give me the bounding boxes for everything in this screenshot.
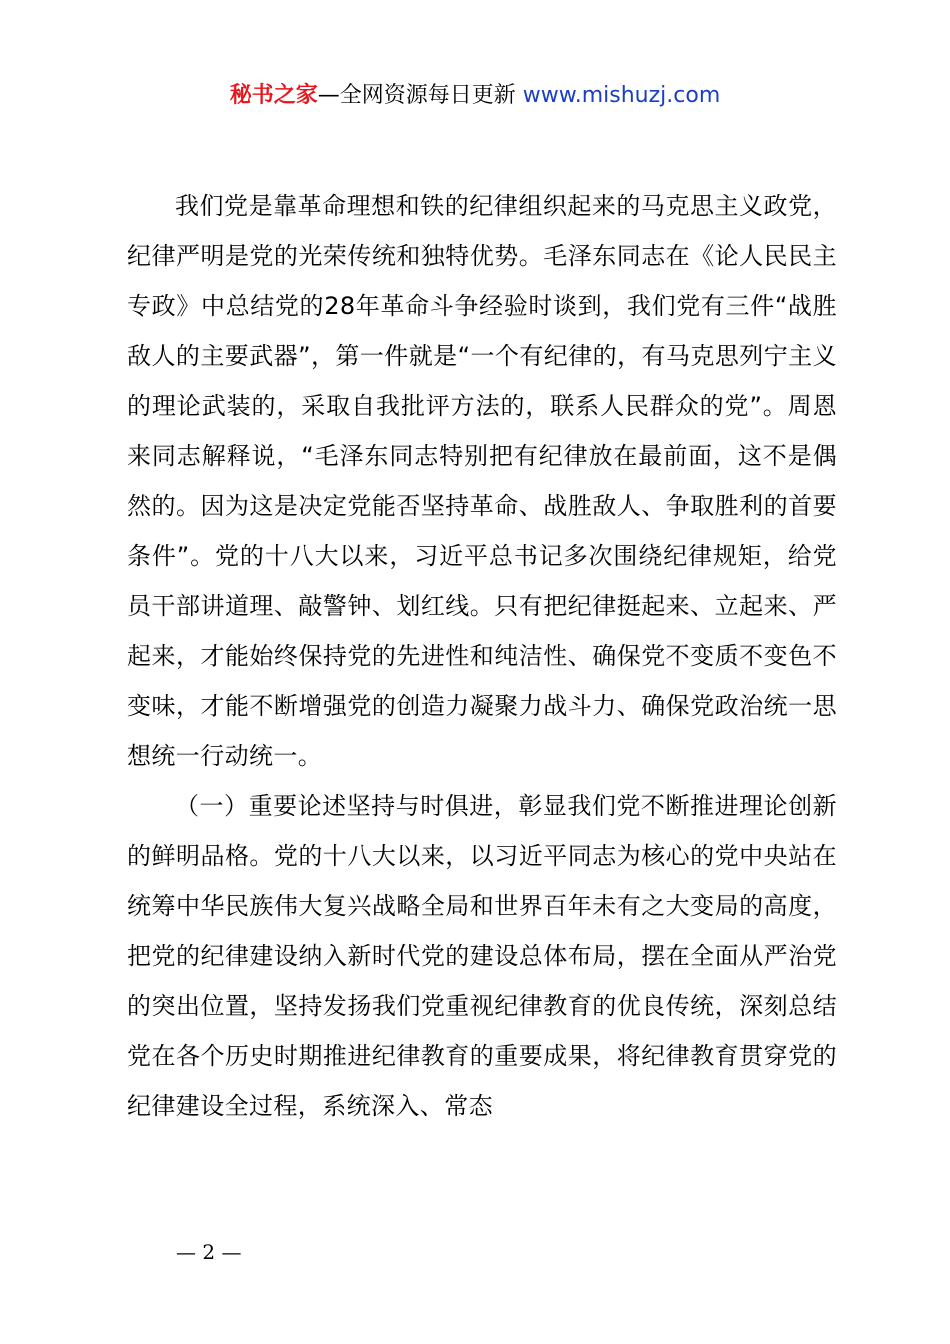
page-number: — 2 — — [176, 1240, 242, 1264]
paragraph-2: （一）重要论述坚持与时俱进，彰显我们党不断推进理论创新的鲜明品格。党的十八大以来，以习近平同志为核心的党中央站在统筹中华民族伟大复兴战略全局和世界百年未有之大变局的高度，把党的纪律建设纳入新时代党的建设总体布局，摆在全面从严治党的突出位置，坚持发扬我们党重视纪律教育的优良传统，深刻总结党在各个历史时期推进纪律教育的重要成果，将纪律教育贯穿党的纪律建设全过程，系统深入、常态 — [127, 792, 837, 1120]
document-body — [127, 181, 837, 1131]
paragraph-1: 我们党是靠革命理想和铁的纪律组织起来的马克思主义政党，纪律严明是党的光荣传统和独特优势。毛泽东同志在《论人民民主专政》中总结党的28年革命斗争经验时谈到，我们党有三件“战胜敌人的主要武器”，第一件就是“一个有纪律的，有马克思列宁主义的理论武装的，采取自我批评方法的，联系人民群众的党”。周恩来同志解释说，“毛泽东同志特别把有纪律放在最前面，这不是偶然的。因为这是决定党能否坚持革命、战胜敌人、争取胜利的首要条件”。党的十八大以来，习近平总书记多次围绕纪律规矩，给党员干部讲道理、敲警钟、划红线。只有把纪律挺起来、立起来、严起来，才能始终保持党的先进性和纯洁性、确保党不变质不变色不变味，才能不断增强党的创造力凝聚力战斗力、确保党政治统一思想统一行动统一。 — [127, 192, 838, 770]
header-site-link[interactable]: www.mishuzj.com — [522, 83, 721, 108]
header-tagline: —全网资源每日更新 — [317, 83, 516, 108]
page-header — [0, 80, 950, 112]
header-brand: 秘书之家 — [229, 83, 318, 108]
